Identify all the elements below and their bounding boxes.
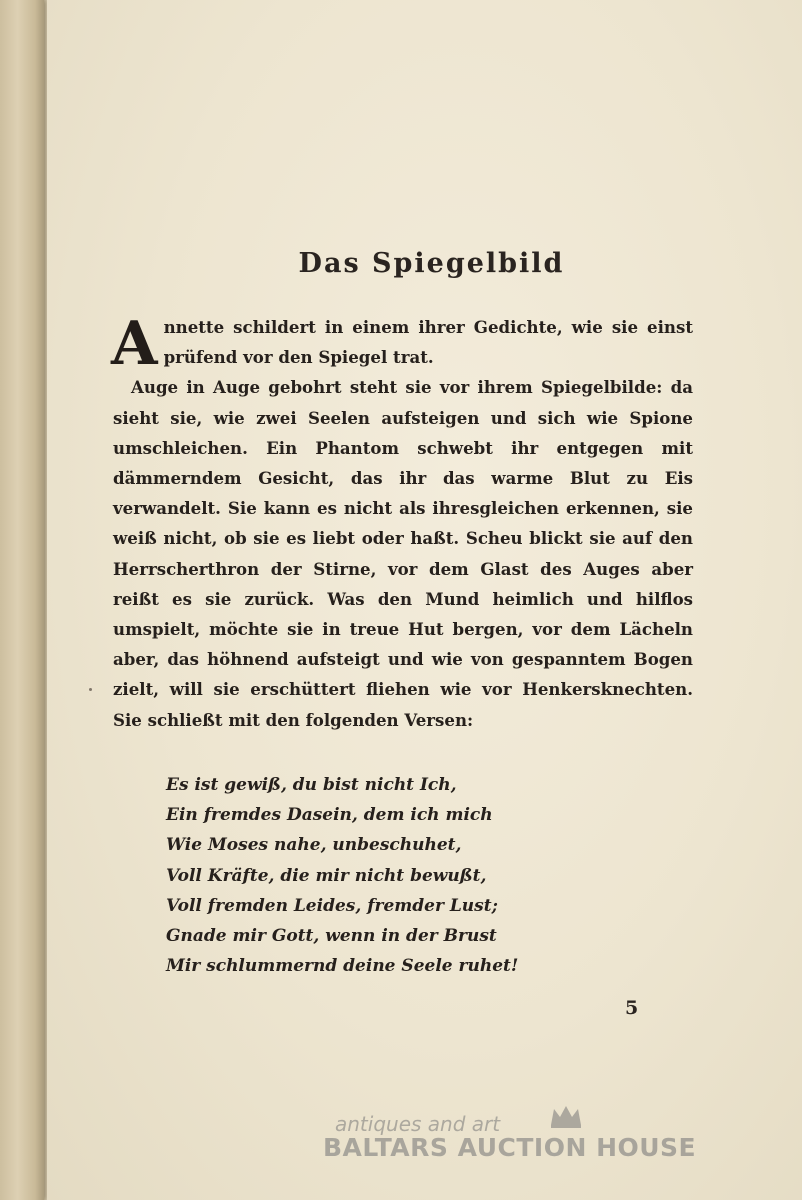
page-number: 5	[625, 997, 639, 1019]
book-page	[47, 0, 802, 1200]
drop-cap: A	[111, 309, 158, 379]
verse-line: Voll Kräfte, die mir nicht bewußt,	[166, 865, 487, 886]
paragraph-1	[111, 309, 693, 379]
crown-icon	[548, 1103, 584, 1129]
verse-line: Es ist gewiß, du bist nicht Ich,	[166, 775, 457, 795]
verse-line: Voll fremden Leides, fremder Lust;	[166, 895, 498, 916]
page-title: Das Spiegelbild	[298, 248, 565, 279]
verse-line: Gnade mir Gott, wenn in der Brust	[166, 926, 497, 947]
previous-page-edge	[0, 0, 44, 1200]
watermark-name: BALTARS AUCTION HOUSE	[323, 1133, 697, 1162]
paper-speck	[89, 688, 92, 691]
verse-line: Mir schlummernd deine Seele ruhet!	[166, 956, 519, 977]
paragraph-2: Auge in Auge gebohrt steht sie vor ihrem Spiegelbilde: da sieht sie, wie zwei Seelen aufsteigen und sich wie Spione umschleichen. Ein Phantom schwebt ihr entgegen mit dämmerndem Gesicht, das ihr das warme Blut zu Eis verwandelt. Sie kann es nicht als ihresgleichen erkennen, sie weiß nicht, ob sie es liebt oder haßt. Scheu blickt sie auf den Herrscherthron der Stirne, vor dem Glast des Auges aber reißt es sie zurück. Was den Mund heimlich und hilflos umspielt, möchte sie in treue Hut bergen, vor dem Lächeln aber, das höhnend aufsteigt und wie von gespanntem Bogen zielt, will sie erschüttert fliehen wie vor Henkersknechten. Sie schließt mit den folgenden Versen:	[113, 377, 693, 730]
verse-line: Wie Moses nahe, unbeschuhet,	[166, 835, 462, 856]
watermark-tagline: antiques and art	[335, 1112, 501, 1136]
paragraph-1-text: nnette schildert in einem ihrer Gedichte, wie sie einst prüfend vor den Spiegel trat.	[163, 317, 693, 368]
prose-body	[111, 309, 693, 735]
verse-block	[166, 770, 518, 981]
verse-line: Ein fremdes Dasein, dem ich mich	[166, 805, 493, 826]
